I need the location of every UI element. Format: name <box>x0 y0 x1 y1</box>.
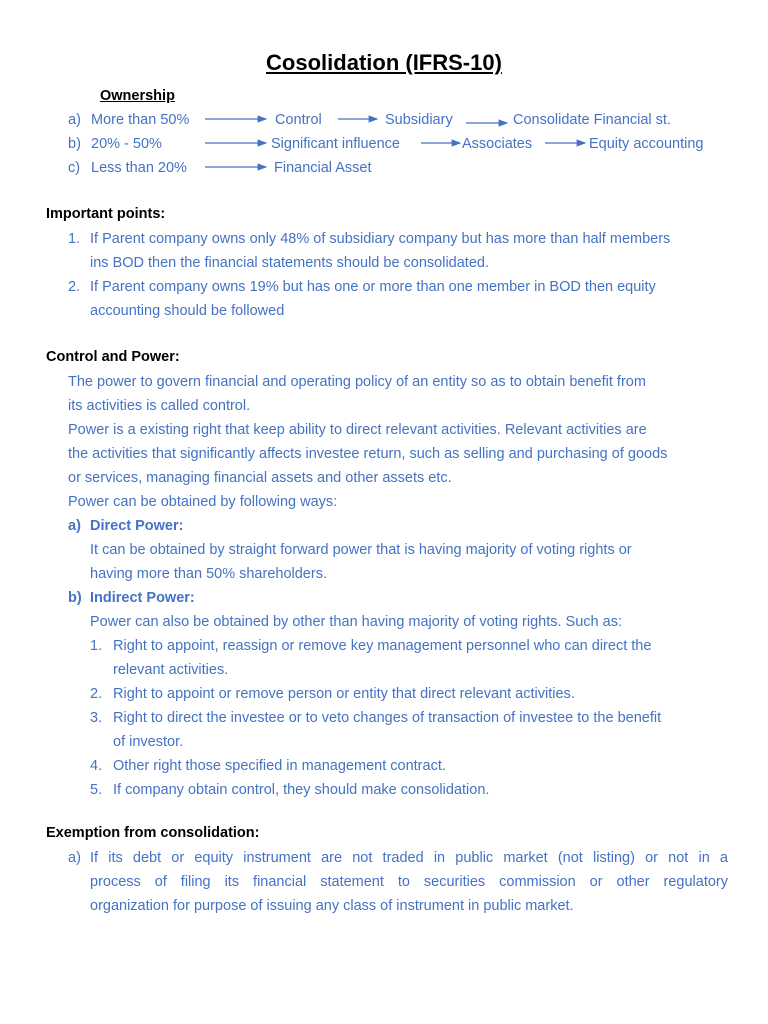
ownership-step-control: Control <box>275 112 322 128</box>
text-line: Right to appoint, reassign or remove key management personnel who can direct the <box>113 638 652 654</box>
list-marker: 5. <box>90 782 103 798</box>
list-item <box>90 634 728 682</box>
list-marker: 4. <box>90 758 103 774</box>
list-item <box>68 227 728 275</box>
control-power-body <box>68 370 728 802</box>
ownership-step-associates: Associates <box>462 136 533 152</box>
text-line: of investor. <box>113 734 184 750</box>
text-line: accounting should be followed <box>90 303 285 319</box>
direct-power-section <box>68 514 728 586</box>
control-power-heading: Control and Power: <box>46 349 180 365</box>
ownership-marker-a: a) <box>68 112 81 128</box>
text-line: ins BOD then the financial statements should be consolidated. <box>90 255 489 271</box>
list-marker: a) <box>68 518 81 534</box>
text-line: Power can also be obtained by other than having majority of voting rights. Such as: <box>90 614 622 630</box>
list-marker: 3. <box>90 710 103 726</box>
text-line: process of filing its financial statement to securities commission or other regulatory <box>90 874 728 890</box>
text-line: having more than 50% shareholders. <box>90 566 327 582</box>
text-line: If its debt or equity instrument are not traded in public market (not listing) or not in a <box>90 850 728 866</box>
text-line: If Parent company owns 19% but has one or more than one member in BOD then equity <box>90 279 656 295</box>
ownership-label-a: More than 50% <box>91 112 190 128</box>
indirect-power-title: Indirect Power: <box>90 590 195 606</box>
ownership-label-b: 20% - 50% <box>91 136 162 152</box>
text-line: If Parent company owns only 48% of subsidiary company but has more than half members <box>90 231 671 247</box>
text-line: Right to direct the investee or to veto changes of transaction of investee to the benefit <box>113 710 662 726</box>
page-title: Cosolidation (IFRS-10) <box>266 50 502 75</box>
ownership-step-significant-influence: Significant influence <box>271 136 400 152</box>
text-line: Power is a existing right that keep ability to direct relevant activities. Relevant activities are <box>68 422 647 438</box>
text-line: Power can be obtained by following ways: <box>68 494 338 510</box>
ownership-arrows <box>0 0 768 200</box>
list-item <box>90 706 728 754</box>
text-line: Other right those specified in management contract. <box>113 758 446 774</box>
list-item <box>90 754 728 778</box>
text-line: If company obtain control, they should make consolidation. <box>113 782 490 798</box>
text-line: or services, managing financial assets and other assets etc. <box>68 470 452 486</box>
important-points-heading: Important points: <box>46 206 166 222</box>
list-item <box>90 778 728 802</box>
text-line: the activities that significantly affects investee return, such as selling and purchasing of goods <box>68 446 668 462</box>
ownership-step-consolidate: Consolidate Financial st. <box>513 112 671 128</box>
text-line: The power to govern financial and operating policy of an entity so as to obtain benefit from <box>68 374 646 390</box>
ownership-step-equity-accounting: Equity accounting <box>589 136 704 152</box>
ownership-label-c: Less than 20% <box>91 160 187 176</box>
ownership-marker-b: b) <box>68 136 81 152</box>
list-item <box>90 682 728 706</box>
ownership-heading: Ownership <box>100 88 175 104</box>
list-item <box>68 846 728 918</box>
list-marker: b) <box>68 590 82 606</box>
list-marker: a) <box>68 850 81 866</box>
list-item <box>68 275 728 323</box>
list-marker: 1. <box>90 638 103 654</box>
important-points-list <box>68 227 728 323</box>
ownership-step-financial-asset: Financial Asset <box>274 160 372 176</box>
indirect-power-section <box>68 586 728 802</box>
list-marker: 1. <box>68 231 81 247</box>
text-line: Right to appoint or remove person or entity that direct relevant activities. <box>113 686 575 702</box>
list-marker: 2. <box>90 686 103 702</box>
text-line: It can be obtained by straight forward power that is having majority of voting rights or <box>90 542 632 558</box>
ownership-marker-c: c) <box>68 160 81 176</box>
exemption-list <box>68 846 728 918</box>
text-line: its activities is called control. <box>68 398 251 414</box>
list-marker: 2. <box>68 279 81 295</box>
direct-power-title: Direct Power: <box>90 518 184 534</box>
ownership-step-subsidiary: Subsidiary <box>385 112 453 128</box>
text-line: relevant activities. <box>113 662 229 678</box>
exemption-heading: Exemption from consolidation: <box>46 825 260 841</box>
text-line: organization for purpose of issuing any class of instrument in public market. <box>90 898 574 914</box>
